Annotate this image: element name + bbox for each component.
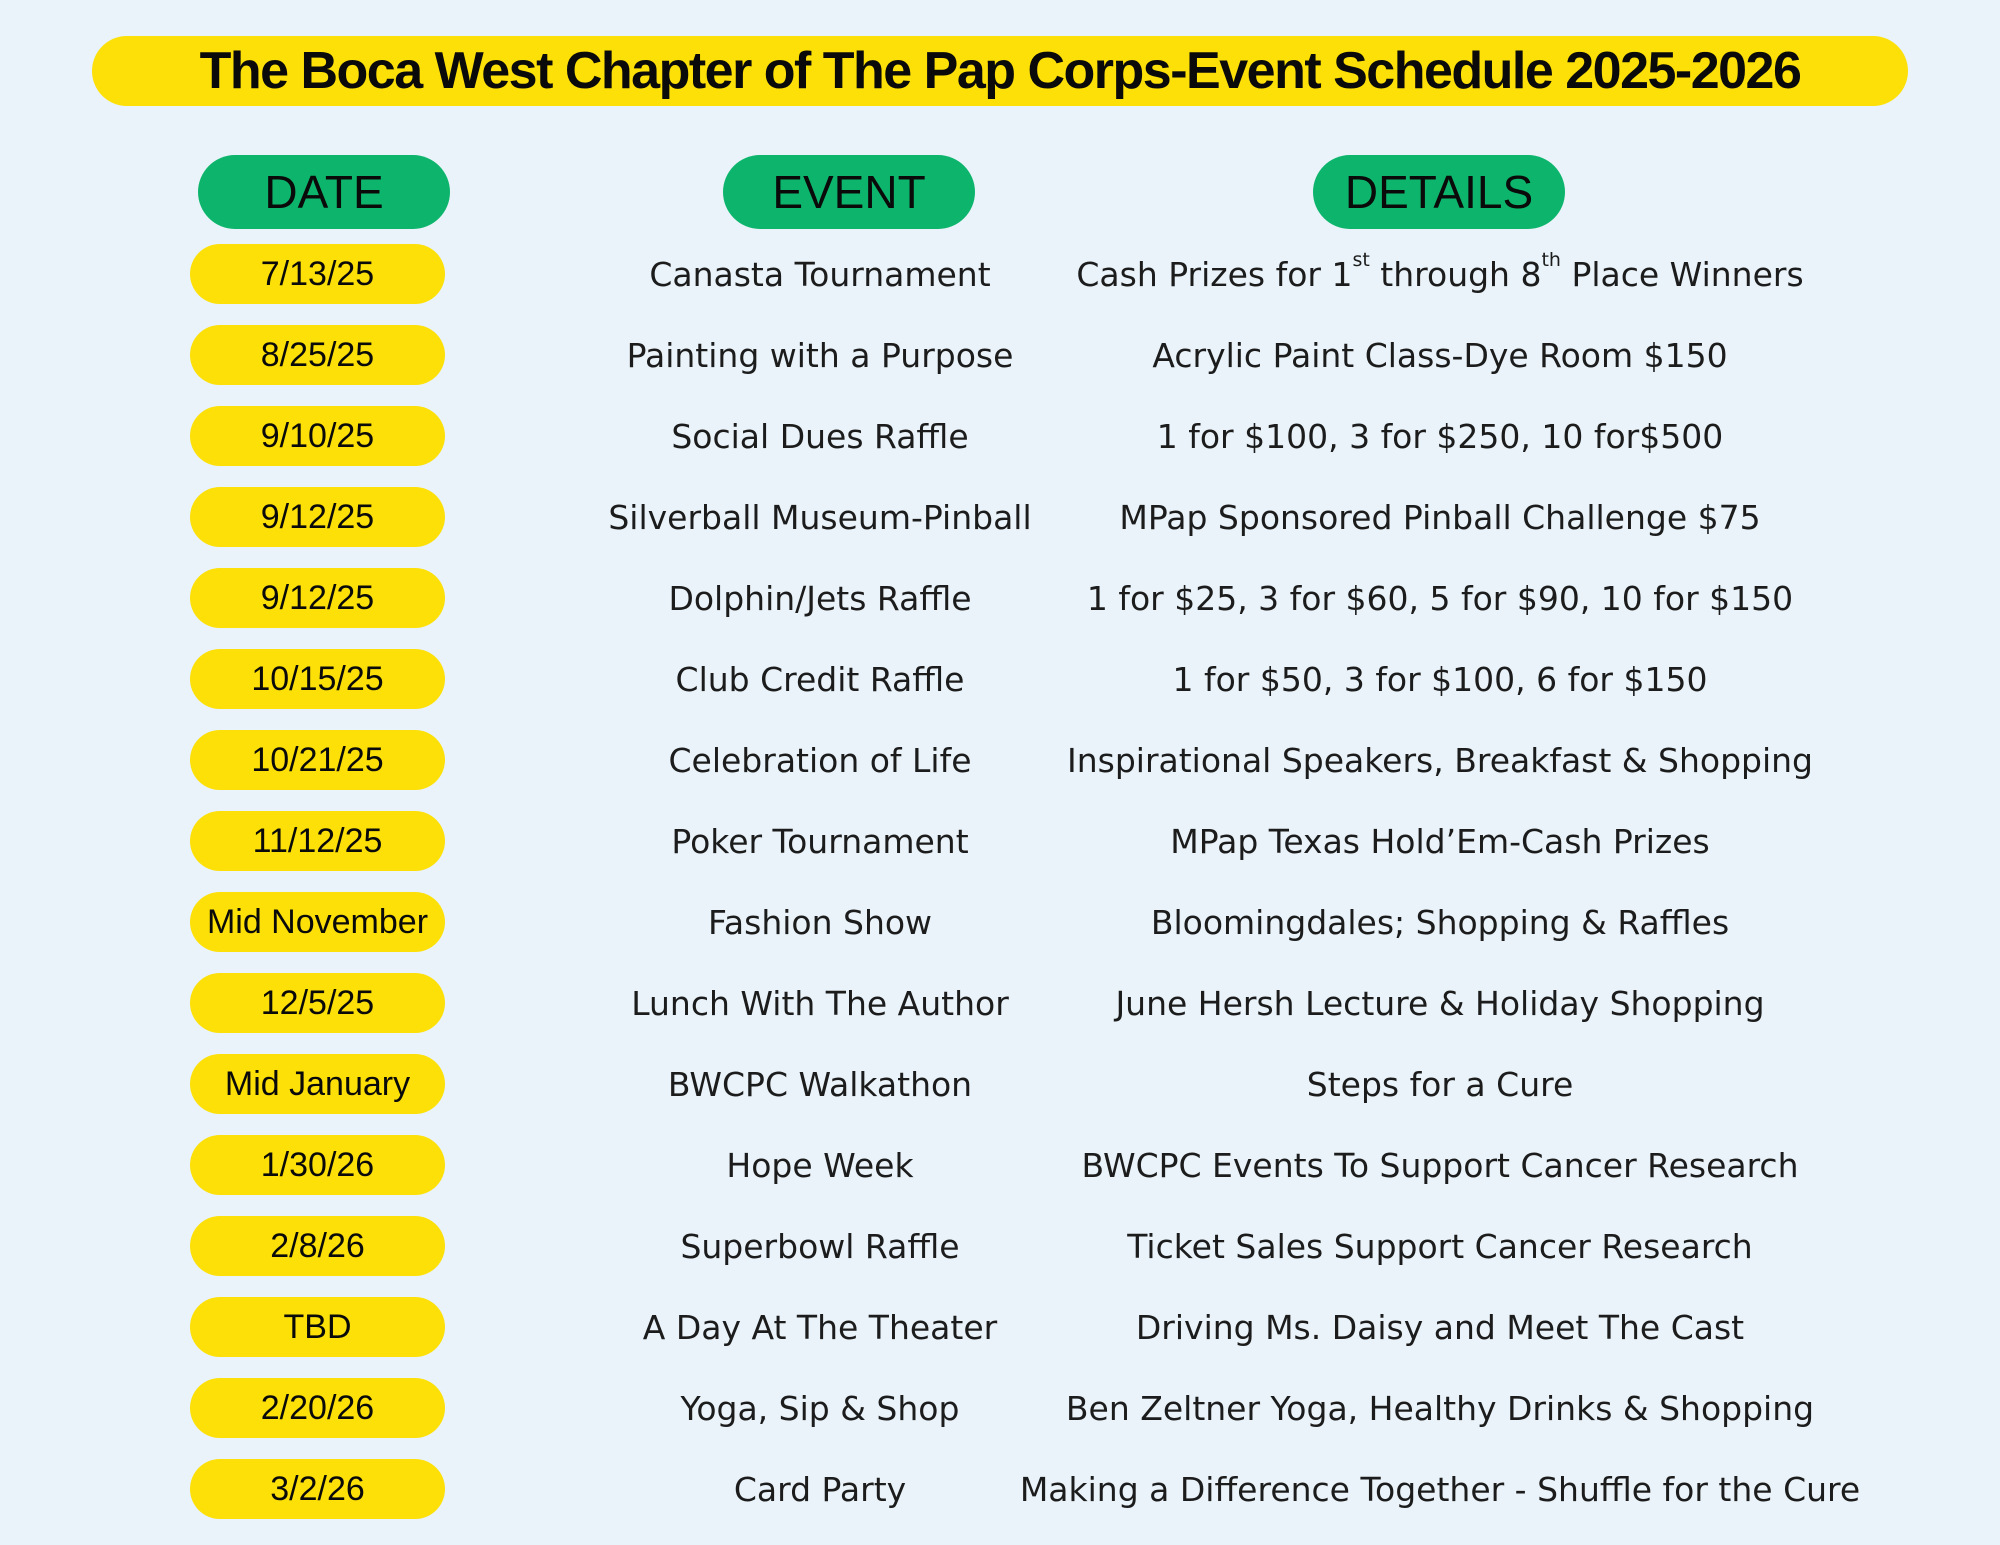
event-name: Lunch With The Author <box>631 983 1009 1023</box>
schedule-row <box>0 1216 2000 1276</box>
event-name: Canasta Tournament <box>649 254 991 294</box>
event-details: Bloomingdales; Shopping & Raffles <box>1150 902 1730 942</box>
event-details: Driving Ms. Daisy and Meet The Cast <box>1135 1307 1745 1347</box>
date-badge: Mid January <box>190 1054 445 1114</box>
event-details: MPap Texas Hold’Em-Cash Prizes <box>1170 821 1710 861</box>
event-details: Ticket Sales Support Cancer Research <box>1127 1226 1753 1266</box>
date-badge: 3/2/26 <box>190 1459 445 1519</box>
date-badge: 10/21/25 <box>190 730 445 790</box>
event-name: A Day At The Theater <box>642 1307 998 1347</box>
event-name: Social Dues Raffle <box>671 416 969 456</box>
event-name: Club Credit Raffle <box>675 659 965 699</box>
event-details: Acrylic Paint Class-Dye Room $150 <box>1152 335 1728 375</box>
event-name: Painting with a Purpose <box>626 335 1014 375</box>
event-name: BWCPC Walkathon <box>667 1064 973 1104</box>
schedule-row <box>0 811 2000 871</box>
date-badge: 7/13/25 <box>190 244 445 304</box>
schedule-row <box>0 1135 2000 1195</box>
date-badge: 9/12/25 <box>190 487 445 547</box>
event-name: Celebration of Life <box>668 740 972 780</box>
event-details <box>1000 244 1880 304</box>
event-details: 1 for $25, 3 for $60, 5 for $90, 10 for $150 <box>1086 578 1794 618</box>
schedule-row <box>0 487 2000 547</box>
details-text-part: through 8 <box>1369 254 1542 294</box>
event-name: Dolphin/Jets Raffle <box>668 578 972 618</box>
event-details: June Hersh Lecture & Holiday Shopping <box>1115 983 1765 1023</box>
date-badge: TBD <box>190 1297 445 1357</box>
schedule-row <box>0 1054 2000 1114</box>
schedule-row <box>0 244 2000 304</box>
date-badge: 8/25/25 <box>190 325 445 385</box>
schedule-row <box>0 649 2000 709</box>
date-badge: 2/8/26 <box>190 1216 445 1276</box>
event-column-header: EVENT <box>723 155 975 229</box>
date-badge: 10/15/25 <box>190 649 445 709</box>
event-name: Silverball Museum-Pinball <box>608 497 1032 537</box>
schedule-row <box>0 406 2000 466</box>
schedule-row <box>0 568 2000 628</box>
details-column-header: DETAILS <box>1313 155 1565 229</box>
date-badge: 9/10/25 <box>190 406 445 466</box>
schedule-row <box>0 973 2000 1033</box>
date-badge: 2/20/26 <box>190 1378 445 1438</box>
event-name: Fashion Show <box>707 902 933 942</box>
date-badge: 11/12/25 <box>190 811 445 871</box>
date-badge: 1/30/26 <box>190 1135 445 1195</box>
event-details: BWCPC Events To Support Cancer Research <box>1081 1145 1799 1185</box>
schedule-row <box>0 325 2000 385</box>
event-name: Card Party <box>733 1469 907 1509</box>
event-details: 1 for $50, 3 for $100, 6 for $150 <box>1172 659 1708 699</box>
page-title: The Boca West Chapter of The Pap Corps-Event Schedule 2025-2026 <box>199 42 1801 100</box>
details-text <box>1076 248 1804 294</box>
details-text-part: Place Winners <box>1560 254 1804 294</box>
event-name: Hope Week <box>726 1145 914 1185</box>
schedule-row <box>0 892 2000 952</box>
event-details: Ben Zeltner Yoga, Healthy Drinks & Shopping <box>1065 1388 1815 1428</box>
date-badge: 9/12/25 <box>190 568 445 628</box>
event-details: Inspirational Speakers, Breakfast & Shopping <box>1066 740 1813 780</box>
event-name: Superbowl Raffle <box>680 1226 960 1266</box>
ordinal-suffix: th <box>1541 248 1561 271</box>
ordinal-suffix: st <box>1352 248 1370 271</box>
date-badge: Mid November <box>190 892 445 952</box>
details-text-part: Cash Prizes for 1 <box>1076 254 1353 294</box>
event-details: 1 for $100, 3 for $250, 10 for$500 <box>1156 416 1724 456</box>
date-column-header: DATE <box>198 155 450 229</box>
event-details: Steps for a Cure <box>1306 1064 1574 1104</box>
event-name: Poker Tournament <box>671 821 969 861</box>
schedule-row <box>0 1297 2000 1357</box>
event-details: Making a Difference Together - Shuffle for the Cure <box>1019 1469 1861 1509</box>
event-name: Yoga, Sip & Shop <box>680 1388 960 1428</box>
schedule-row <box>0 1459 2000 1519</box>
event-details: MPap Sponsored Pinball Challenge $75 <box>1119 497 1761 537</box>
schedule-row <box>0 1378 2000 1438</box>
date-badge: 12/5/25 <box>190 973 445 1033</box>
schedule-row <box>0 730 2000 790</box>
